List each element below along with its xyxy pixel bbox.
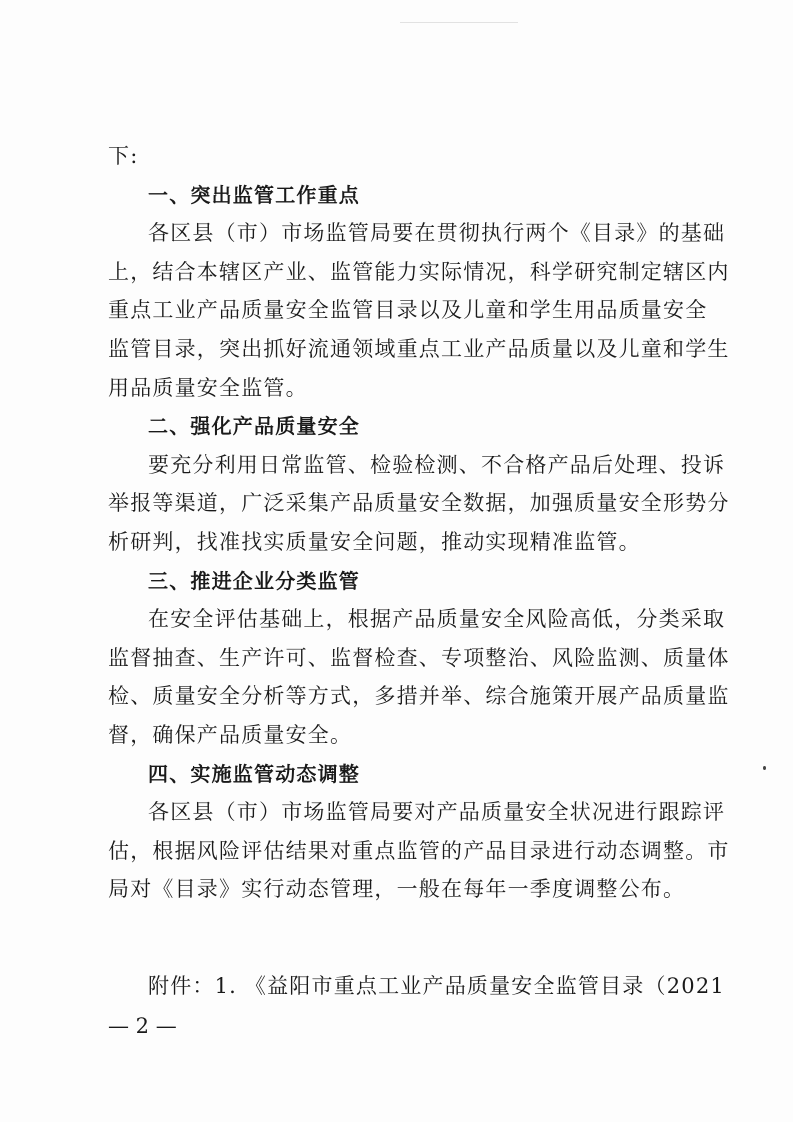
section-4-line-1: 各区县（市）市场监管局要对产品质量安全状况进行跟踪评 [148, 800, 726, 825]
section-3-line-2: 监督抽查、生产许可、监督检查、专项整治、风险监测、质量体 [108, 645, 730, 670]
lead-text: 下: [108, 144, 139, 168]
section-1-line-1: 各区县（市）市场监管局要在贯彻执行两个《目录》的基础 [148, 221, 726, 246]
header-rule [400, 22, 518, 23]
section-2-line-2: 举报等渠道，广泛采集产品质量安全数据，加强质量安全形势分 [108, 491, 730, 516]
section-3-line-3: 检、质量安全分析等方式，多措并举、综合施策开展产品质量监 [108, 684, 730, 709]
section-1-heading: 一、突出监管工作重点 [148, 182, 360, 207]
section-4-line-3: 局对《目录》实行动态管理，一般在每年一季度调整公布。 [108, 877, 686, 902]
section-1-line-2: 上，结合本辖区产业、监管能力实际情况，科学研究制定辖区内 [108, 259, 730, 284]
page-number: — 2 — [108, 1014, 177, 1038]
scan-speck [763, 766, 766, 770]
section-2-line-3: 析研判，找准找实质量安全问题，推动实现精准监管。 [108, 529, 641, 554]
section-2-heading: 二、强化产品质量安全 [148, 414, 360, 439]
section-2-line-1: 要充分利用日常监管、检验检测、不合格产品后处理、投诉 [148, 452, 726, 477]
section-3-line-1: 在安全评估基础上，根据产品质量安全风险高低，分类采取 [148, 607, 726, 632]
section-4-line-2: 估，根据风险评估结果对重点监管的产品目录进行动态调整。市 [108, 838, 730, 863]
section-1-line-5: 用品质量安全监管。 [108, 375, 308, 400]
section-3-line-4: 督，确保产品质量安全。 [108, 722, 353, 747]
section-3-heading: 三、推进企业分类监管 [148, 568, 360, 593]
section-1-line-3: 重点工业产品质量安全监管目录以及儿童和学生用品质量安全 [108, 298, 708, 323]
attachment-line: 附件：1. 《益阳市重点工业产品质量安全监管目录（2021 [148, 974, 725, 998]
section-1-line-4: 监管目录，突出抓好流通领域重点工业产品质量以及儿童和学生 [108, 336, 730, 361]
section-4-heading: 四、实施监管动态调整 [148, 761, 360, 786]
document-body [108, 137, 730, 909]
